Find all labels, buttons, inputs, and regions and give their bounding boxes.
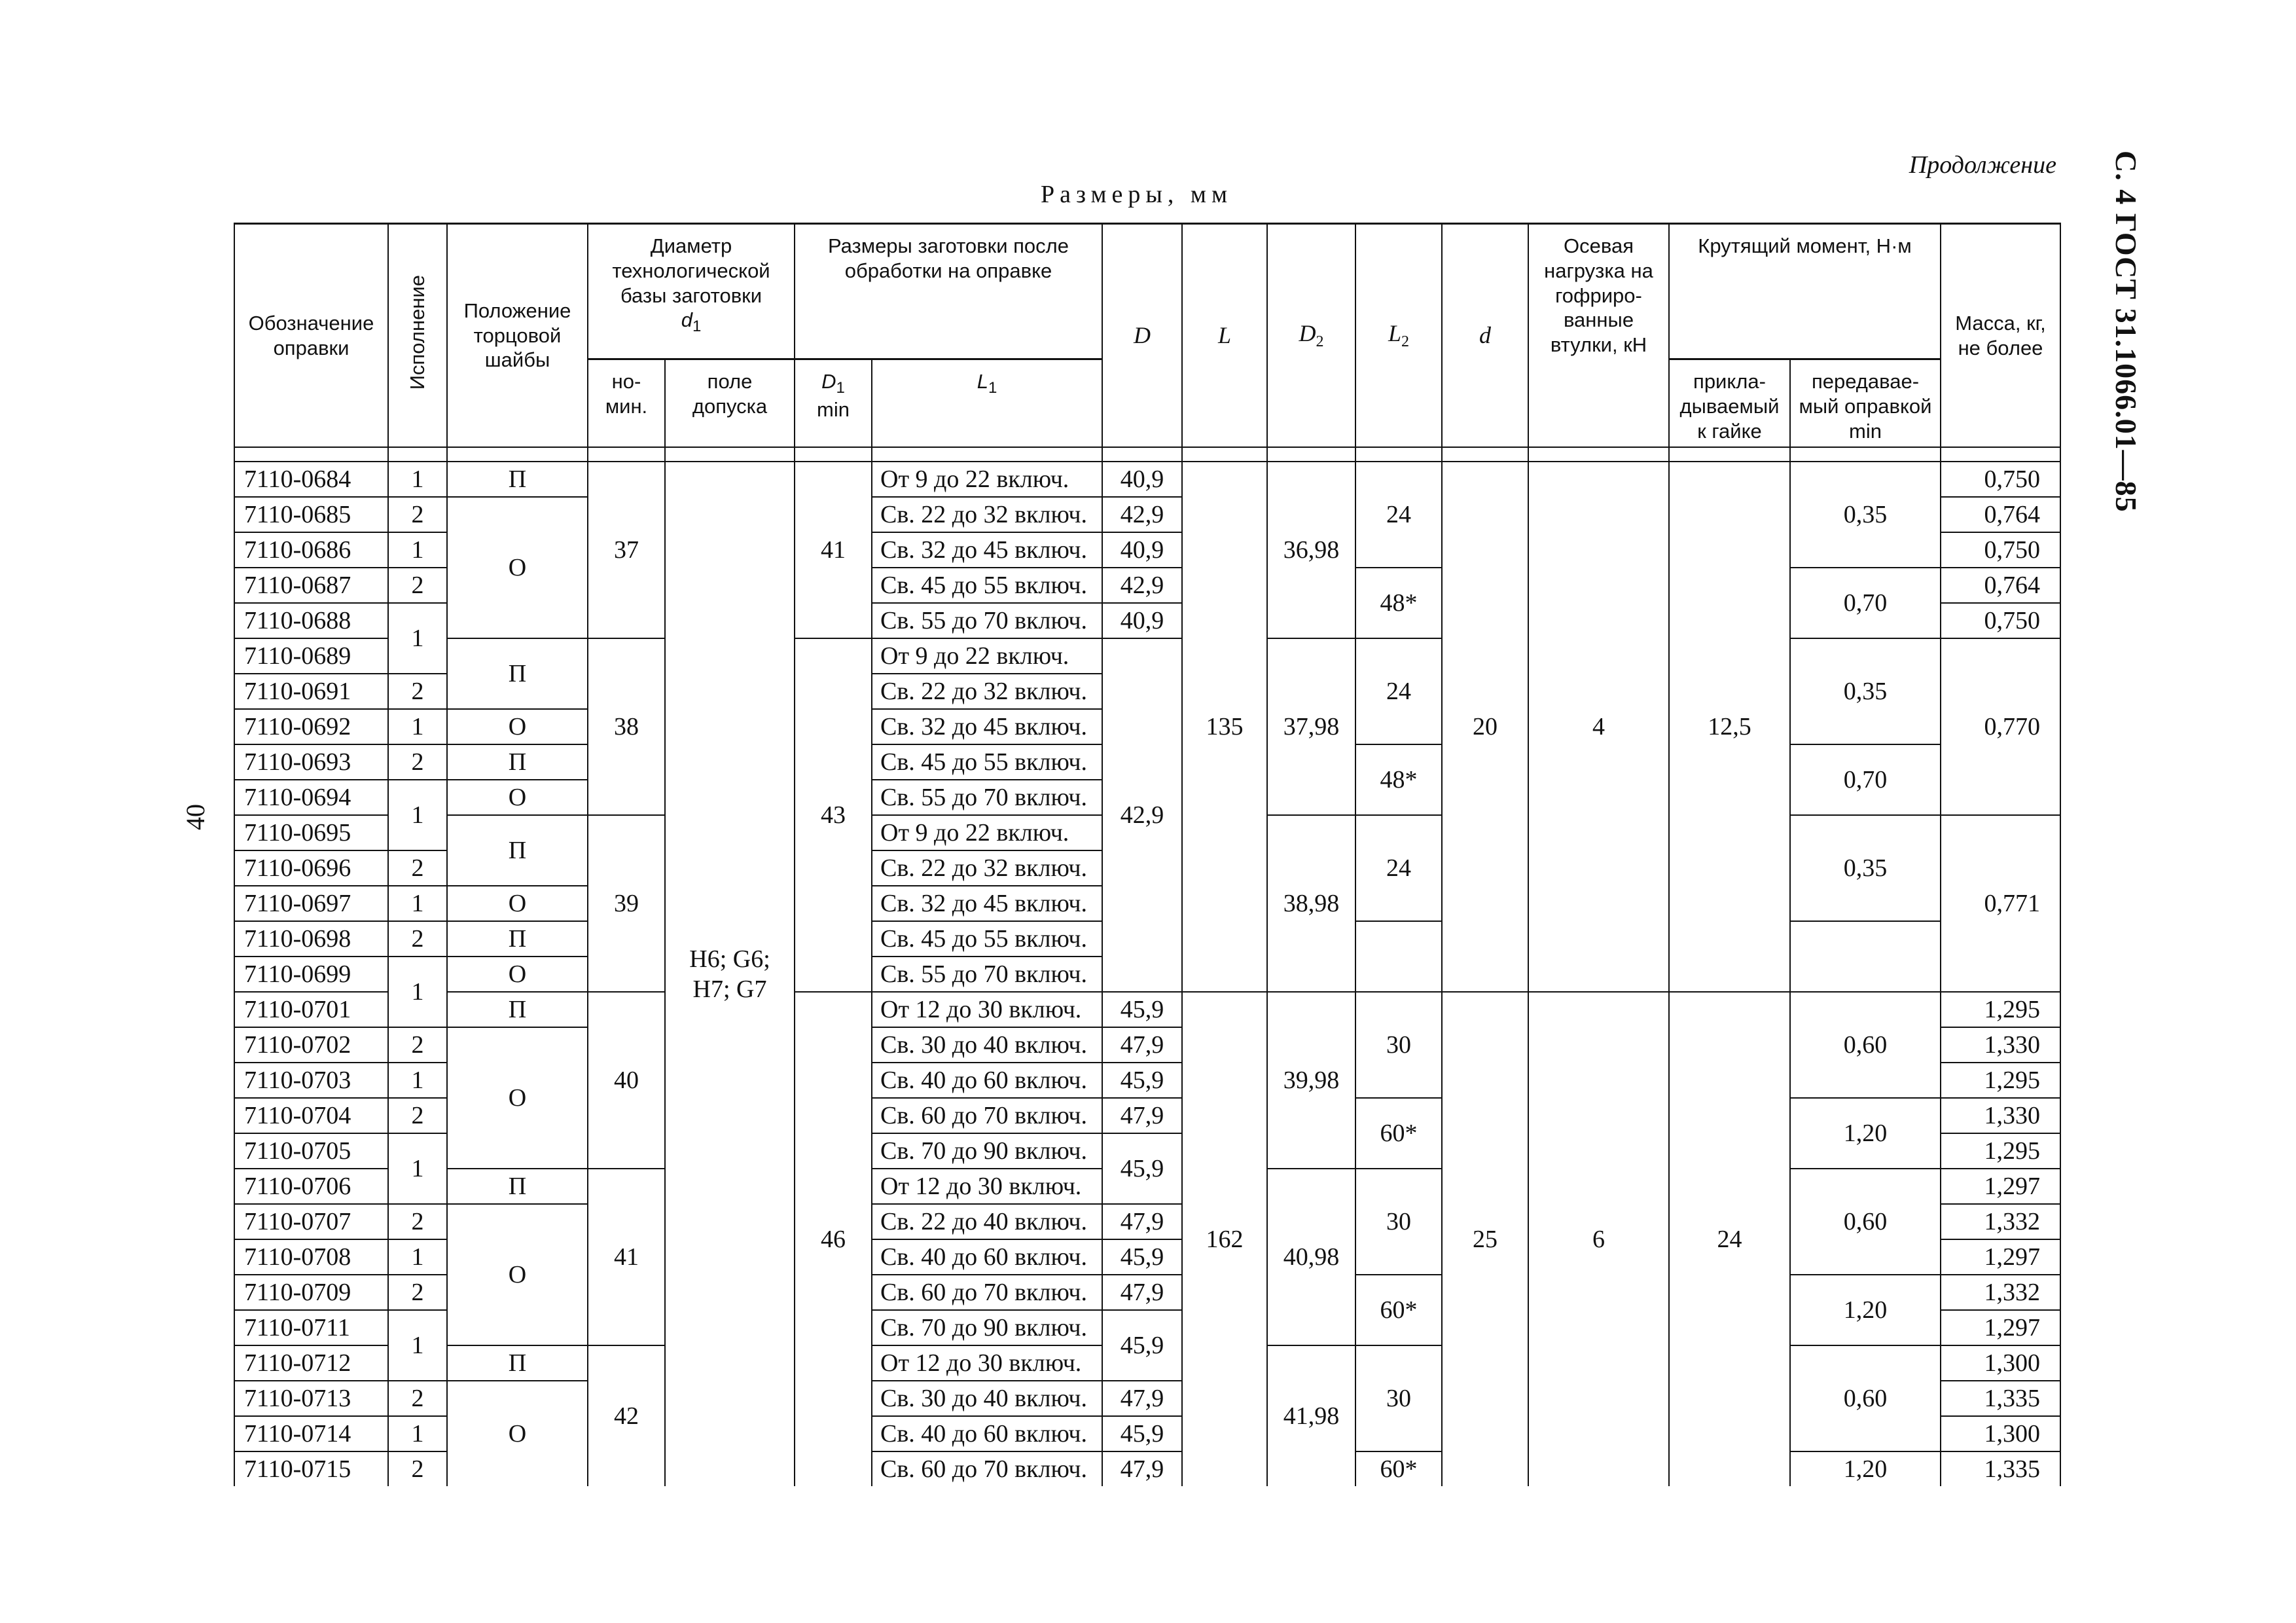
- cell-range: Св. 70 до 90 включ.: [872, 1133, 1102, 1169]
- cell-D2: 41,98: [1267, 1345, 1355, 1486]
- cell-washer: П: [447, 744, 588, 780]
- cell-mass: 0,750: [1941, 603, 2060, 638]
- cell-washer: П: [447, 921, 588, 957]
- cell-version: 2: [388, 744, 447, 780]
- cell-range: Св. 60 до 70 включ.: [872, 1098, 1102, 1133]
- cell-range: Св. 40 до 60 включ.: [872, 1416, 1102, 1451]
- cell-washer: П: [447, 638, 588, 709]
- header-l1-sub: 1: [988, 379, 997, 397]
- header-mass: Масса, кг, не более: [1941, 224, 2060, 448]
- cell-version: 2: [388, 1204, 447, 1239]
- spec-table: [234, 223, 2061, 1486]
- cell-L2: 24: [1355, 638, 1442, 744]
- cell-designation: 7110-0706: [234, 1169, 388, 1204]
- cell-range: Св. 32 до 45 включ.: [872, 886, 1102, 921]
- cell-L2: 24: [1355, 462, 1442, 568]
- header-washer-position: Положение торцовой шайбы: [447, 224, 588, 448]
- header-L2: [1355, 224, 1442, 448]
- running-head: С. 4 ГОСТ 31.1066.01—85: [2109, 151, 2143, 513]
- cell-torque-tr: 0,70: [1790, 744, 1941, 815]
- cell-range: Св. 45 до 55 включ.: [872, 921, 1102, 957]
- cell-range: Св. 22 до 32 включ.: [872, 850, 1102, 886]
- cell-torque-tr: 0,70: [1790, 568, 1941, 638]
- cell-range: Св. 30 до 40 включ.: [872, 1027, 1102, 1063]
- table-body: [234, 447, 2060, 1486]
- cell-nominal: 37: [588, 462, 665, 638]
- cell-designation: 7110-0712: [234, 1345, 388, 1381]
- header-D2-sym: D: [1299, 319, 1316, 346]
- cell-axial: 6: [1528, 992, 1669, 1486]
- cell-designation: 7110-0697: [234, 886, 388, 921]
- cell-designation: 7110-0711: [234, 1310, 388, 1345]
- cell-mass: 1,295: [1941, 1133, 2060, 1169]
- cell-version: 2: [388, 921, 447, 957]
- cell-mass: 0,764: [1941, 568, 2060, 603]
- cell-L2: 60*: [1355, 1275, 1442, 1345]
- header-base-diameter-sub: 1: [692, 318, 702, 336]
- cell-range: Св. 40 до 60 включ.: [872, 1239, 1102, 1275]
- header-torque-transmitted: передавае-мый оправкой min: [1790, 359, 1941, 448]
- cell-L: 135: [1182, 462, 1267, 992]
- cell-designation: 7110-0696: [234, 850, 388, 886]
- cell-mass: 1,332: [1941, 1275, 2060, 1310]
- cell-version: 1: [388, 957, 447, 1027]
- cell-mass: 1,300: [1941, 1345, 2060, 1381]
- cell-version: 2: [388, 497, 447, 532]
- cell-nominal: 39: [588, 815, 665, 992]
- cell-version: 1: [388, 1416, 447, 1451]
- cell-washer: П: [447, 1169, 588, 1204]
- cell-version: 1: [388, 462, 447, 497]
- cell-designation: 7110-0695: [234, 815, 388, 850]
- cell-designation: 7110-0693: [234, 744, 388, 780]
- cell-L2: [1355, 921, 1442, 992]
- cell-version: 1: [388, 886, 447, 921]
- cell-mass: 1,330: [1941, 1098, 2060, 1133]
- cell-range: Св. 55 до 70 включ.: [872, 780, 1102, 815]
- cell-D: 45,9: [1102, 992, 1182, 1027]
- cell-d1min: 46: [795, 992, 872, 1486]
- cell-range: Св. 32 до 45 включ.: [872, 709, 1102, 744]
- cell-D: 45,9: [1102, 1063, 1182, 1098]
- continuation-label: Продолжение: [1909, 151, 2056, 179]
- cell-washer: П: [447, 815, 588, 886]
- cell-L2: 24: [1355, 815, 1442, 921]
- cell-D: 47,9: [1102, 1027, 1182, 1063]
- cell-torque-tr: 0,35: [1790, 638, 1941, 744]
- header-d1-min: min: [817, 398, 850, 422]
- cell-tolerance: H6; G6; H7; G7: [665, 462, 795, 1486]
- cell-designation: 7110-0688: [234, 603, 388, 638]
- cell-washer: О: [447, 886, 588, 921]
- cell-d1min: 43: [795, 638, 872, 992]
- cell-designation: 7110-0707: [234, 1204, 388, 1239]
- cell-mass: 1,335: [1941, 1381, 2060, 1416]
- cell-designation: 7110-0698: [234, 921, 388, 957]
- cell-D2: 37,98: [1267, 638, 1355, 815]
- header-version: [388, 224, 447, 448]
- header-nominal: но-мин.: [588, 359, 665, 448]
- cell-version: 2: [388, 1381, 447, 1416]
- cell-range: Св. 55 до 70 включ.: [872, 603, 1102, 638]
- cell-designation: 7110-0714: [234, 1416, 388, 1451]
- cell-range: Св. 55 до 70 включ.: [872, 957, 1102, 992]
- header-D2-sub: 2: [1316, 333, 1324, 350]
- cell-range: От 12 до 30 включ.: [872, 1345, 1102, 1381]
- cell-D2: 39,98: [1267, 992, 1355, 1169]
- cell-designation: 7110-0692: [234, 709, 388, 744]
- header-D2: [1267, 224, 1355, 448]
- cell-designation: 7110-0694: [234, 780, 388, 815]
- header-version-text: Исполнение: [406, 275, 429, 390]
- header-designation: Обозначение оправки: [234, 224, 388, 448]
- header-l1: [872, 359, 1102, 448]
- cell-washer: О: [447, 497, 588, 638]
- page-number: 40: [181, 804, 210, 830]
- cell-designation: 7110-0708: [234, 1239, 388, 1275]
- cell-mass: 1,335: [1941, 1451, 2060, 1486]
- cell-range: Св. 40 до 60 включ.: [872, 1063, 1102, 1098]
- cell-L2: 30: [1355, 992, 1442, 1098]
- cell-range: От 12 до 30 включ.: [872, 992, 1102, 1027]
- cell-range: Св. 45 до 55 включ.: [872, 568, 1102, 603]
- cell-D: 42,9: [1102, 638, 1182, 992]
- cell-washer: О: [447, 1027, 588, 1169]
- cell-D: 42,9: [1102, 568, 1182, 603]
- cell-designation: 7110-0691: [234, 674, 388, 709]
- cell-mass: 0,770: [1941, 638, 2060, 815]
- cell-mass: 1,297: [1941, 1239, 2060, 1275]
- cell-designation: 7110-0715: [234, 1451, 388, 1486]
- cell-D: 45,9: [1102, 1416, 1182, 1451]
- cell-designation: 7110-0703: [234, 1063, 388, 1098]
- header-base-diameter-text: Диаметр технологической базы заготовки: [612, 234, 770, 307]
- cell-D: 47,9: [1102, 1381, 1182, 1416]
- header-d1-sym: D: [821, 370, 836, 393]
- cell-designation: 7110-0701: [234, 992, 388, 1027]
- cell-d1min: 41: [795, 462, 872, 638]
- cell-version: 2: [388, 1027, 447, 1063]
- cell-range: От 9 до 22 включ.: [872, 815, 1102, 850]
- cell-L2: 60*: [1355, 1451, 1442, 1486]
- cell-designation: 7110-0689: [234, 638, 388, 674]
- cell-washer: П: [447, 462, 588, 497]
- cell-mass: 0,771: [1941, 815, 2060, 992]
- cell-D2: 36,98: [1267, 462, 1355, 638]
- cell-mass: 0,750: [1941, 462, 2060, 497]
- cell-version: 1: [388, 1133, 447, 1204]
- cell-torque-tr: 1,20: [1790, 1098, 1941, 1169]
- cell-nominal: 41: [588, 1169, 665, 1345]
- header-torque-nut: прикла-дываемый к гайке: [1669, 359, 1790, 448]
- cell-D: 40,9: [1102, 603, 1182, 638]
- cell-version: 2: [388, 674, 447, 709]
- cell-designation: 7110-0685: [234, 497, 388, 532]
- cell-version: 2: [388, 850, 447, 886]
- cell-washer: О: [447, 957, 588, 992]
- header-gap-row: [234, 447, 2060, 462]
- cell-D2: 40,98: [1267, 1169, 1355, 1345]
- cell-washer: О: [447, 709, 588, 744]
- cell-D: 45,9: [1102, 1239, 1182, 1275]
- cell-version: 1: [388, 603, 447, 674]
- cell-nominal: 42: [588, 1345, 665, 1486]
- cell-torque-tr: 0,60: [1790, 1169, 1941, 1275]
- cell-range: Св. 22 до 40 включ.: [872, 1204, 1102, 1239]
- cell-D: 42,9: [1102, 497, 1182, 532]
- cell-torque-tr: 0,35: [1790, 462, 1941, 568]
- header-L: L: [1182, 224, 1267, 448]
- cell-L: 162: [1182, 992, 1267, 1486]
- cell-washer: О: [447, 1204, 588, 1345]
- cell-nominal: 40: [588, 992, 665, 1169]
- cell-range: Св. 45 до 55 включ.: [872, 744, 1102, 780]
- cell-axial: 4: [1528, 462, 1669, 992]
- cell-L2: 30: [1355, 1169, 1442, 1275]
- header-torque: Крутящий момент, Н·м: [1669, 224, 1941, 359]
- cell-D: 47,9: [1102, 1275, 1182, 1310]
- cell-mass: 1,295: [1941, 992, 2060, 1027]
- header-base-diameter-sym: d: [681, 308, 692, 332]
- cell-version: 1: [388, 780, 447, 850]
- header-d1min: [795, 359, 872, 448]
- units-caption: Размеры, мм: [1041, 181, 1233, 208]
- cell-range: Св. 60 до 70 включ.: [872, 1275, 1102, 1310]
- cell-designation: 7110-0684: [234, 462, 388, 497]
- cell-range: Св. 32 до 45 включ.: [872, 532, 1102, 568]
- header-base-diameter: [588, 224, 795, 359]
- cell-designation: 7110-0705: [234, 1133, 388, 1169]
- cell-torque-nut: 24: [1669, 992, 1790, 1486]
- cell-D: 40,9: [1102, 462, 1182, 497]
- cell-D: 47,9: [1102, 1098, 1182, 1133]
- cell-version: 2: [388, 568, 447, 603]
- cell-D: 40,9: [1102, 532, 1182, 568]
- header-D: D: [1102, 224, 1182, 448]
- cell-range: От 9 до 22 включ.: [872, 462, 1102, 497]
- cell-designation: 7110-0713: [234, 1381, 388, 1416]
- cell-designation: 7110-0687: [234, 568, 388, 603]
- cell-torque-tr: 0,60: [1790, 1345, 1941, 1451]
- cell-washer: О: [447, 1381, 588, 1486]
- cell-designation: 7110-0702: [234, 1027, 388, 1063]
- cell-version: 1: [388, 709, 447, 744]
- cell-designation: 7110-0686: [234, 532, 388, 568]
- cell-version: 1: [388, 1063, 447, 1098]
- header-d: d: [1442, 224, 1528, 448]
- cell-designation: 7110-0704: [234, 1098, 388, 1133]
- cell-L2: 60*: [1355, 1098, 1442, 1169]
- cell-version: 2: [388, 1451, 447, 1486]
- cell-L2: 48*: [1355, 744, 1442, 815]
- cell-torque-tr: 1,20: [1790, 1275, 1941, 1345]
- cell-L2: 30: [1355, 1345, 1442, 1451]
- cell-torque-tr: 0,60: [1790, 992, 1941, 1098]
- cell-range: Св. 30 до 40 включ.: [872, 1381, 1102, 1416]
- cell-D2: 38,98: [1267, 815, 1355, 992]
- cell-mass: 1,297: [1941, 1169, 2060, 1204]
- cell-range: От 12 до 30 включ.: [872, 1169, 1102, 1204]
- cell-range: От 9 до 22 включ.: [872, 638, 1102, 674]
- cell-torque-tr: [1790, 921, 1941, 992]
- header-l1-sym: L: [977, 370, 988, 393]
- cell-mass: 1,297: [1941, 1310, 2060, 1345]
- cell-torque-nut: 12,5: [1669, 462, 1790, 992]
- cell-designation: 7110-0699: [234, 957, 388, 992]
- cell-version: 2: [388, 1275, 447, 1310]
- cell-mass: 1,332: [1941, 1204, 2060, 1239]
- cell-mass: 0,750: [1941, 532, 2060, 568]
- cell-version: 1: [388, 1310, 447, 1381]
- cell-version: 2: [388, 1098, 447, 1133]
- cell-version: 1: [388, 1239, 447, 1275]
- cell-nominal: 38: [588, 638, 665, 815]
- cell-mass: 1,300: [1941, 1416, 2060, 1451]
- table-row: [234, 462, 2060, 497]
- cell-range: Св. 70 до 90 включ.: [872, 1310, 1102, 1345]
- header-axial-load: Осевая нагрузка на гофриро-ванные втулки, кН: [1528, 224, 1669, 448]
- header-tolerance-field: поле допуска: [665, 359, 795, 448]
- cell-mass: 1,330: [1941, 1027, 2060, 1063]
- cell-D: 45,9: [1102, 1310, 1182, 1381]
- cell-mass: 1,295: [1941, 1063, 2060, 1098]
- cell-d: 25: [1442, 992, 1528, 1486]
- cell-mass: 0,764: [1941, 497, 2060, 532]
- cell-d: 20: [1442, 462, 1528, 992]
- header-d1-sub: 1: [836, 379, 845, 397]
- table-row: [234, 992, 2060, 1027]
- cell-washer: П: [447, 1345, 588, 1381]
- header-blank-dims: Размеры заготовки после обработки на оправке: [795, 224, 1102, 359]
- cell-L2: 48*: [1355, 568, 1442, 638]
- cell-washer: П: [447, 992, 588, 1027]
- header-L2-sym: L: [1388, 319, 1402, 346]
- header-L2-sub: 2: [1401, 333, 1410, 350]
- cell-torque-tr: 1,20: [1790, 1451, 1941, 1486]
- cell-D: 47,9: [1102, 1204, 1182, 1239]
- cell-D: 45,9: [1102, 1133, 1182, 1204]
- cell-washer: О: [447, 780, 588, 815]
- cell-torque-tr: 0,35: [1790, 815, 1941, 921]
- cell-designation: 7110-0709: [234, 1275, 388, 1310]
- cell-range: Св. 22 до 32 включ.: [872, 674, 1102, 709]
- cell-version: 1: [388, 532, 447, 568]
- cell-D: 47,9: [1102, 1451, 1182, 1486]
- cell-range: Св. 60 до 70 включ.: [872, 1451, 1102, 1486]
- cell-range: Св. 22 до 32 включ.: [872, 497, 1102, 532]
